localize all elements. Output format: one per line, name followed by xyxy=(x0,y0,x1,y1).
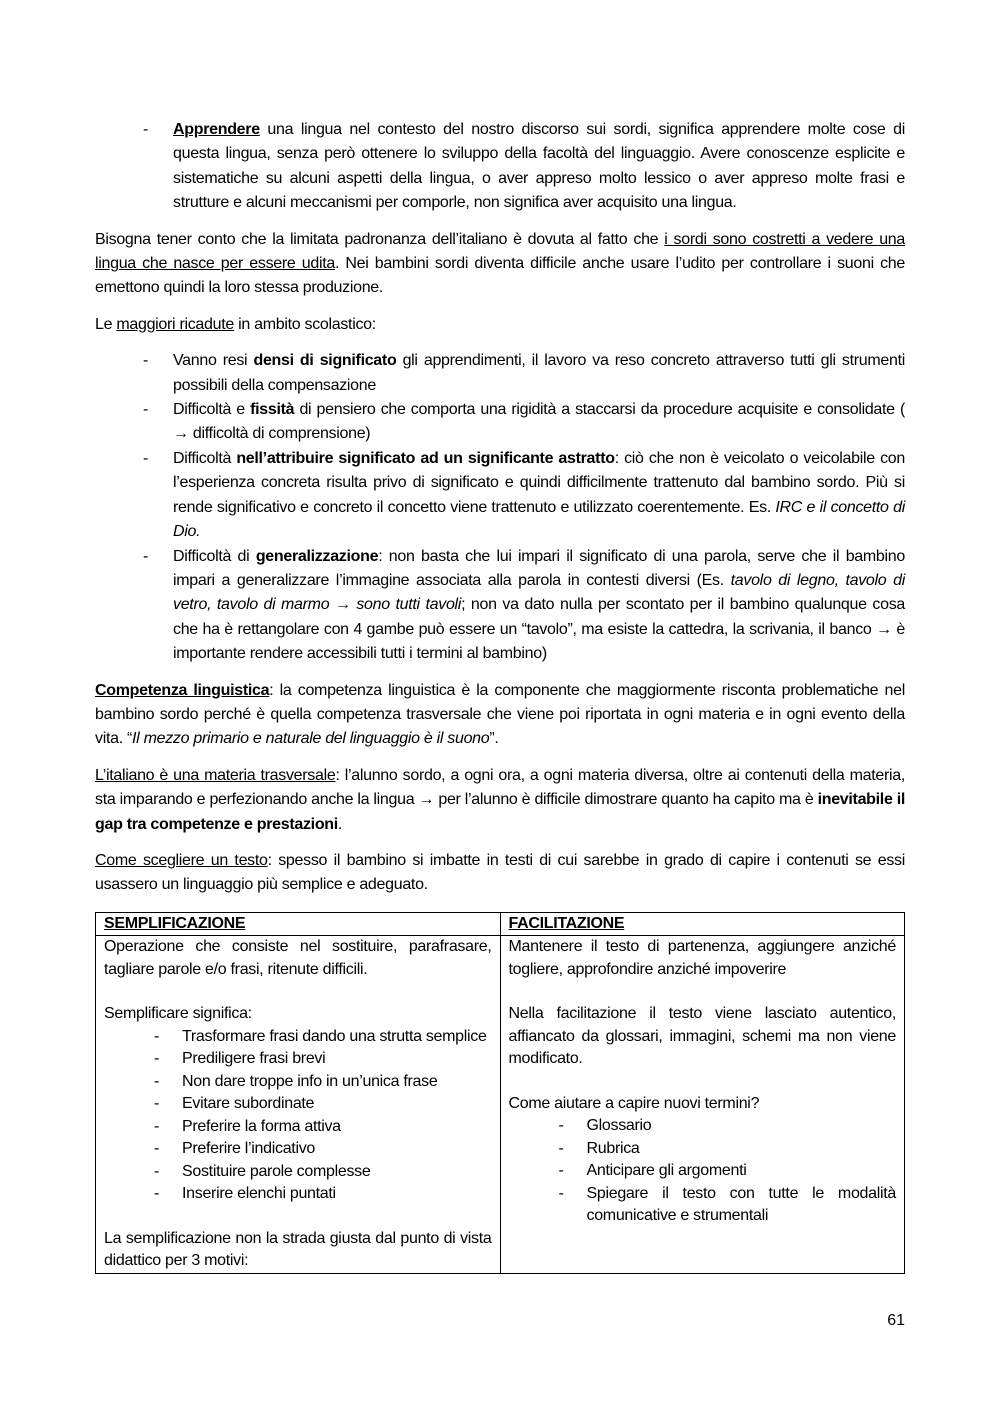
header-facilitazione: FACILITAZIONE xyxy=(500,912,905,936)
text: Le xyxy=(95,315,117,333)
italic-text: IRC e il concetto di Dio. xyxy=(173,498,905,541)
list-item: - Rubrica xyxy=(509,1138,897,1161)
text: Vanno resi xyxy=(173,352,254,370)
list-item xyxy=(95,447,905,545)
text: . xyxy=(337,815,343,833)
list-item xyxy=(95,349,905,398)
table-header-row xyxy=(96,912,905,936)
cell-text: Semplificare significa: xyxy=(104,1005,252,1023)
facilitazione-list xyxy=(509,1115,897,1228)
underlined-text: i sordi sono costretti a vedere una lingua che nasce per essere udita xyxy=(95,230,906,273)
text: : spesso il bambino si imbatte in testi di cui sarebbe in grado di capire i contenuti se essi usassero un linguaggio più semplice e adeguato. xyxy=(95,851,905,894)
text: in ambito scolastico: xyxy=(233,315,376,333)
list-item: - Preferire la forma attiva xyxy=(104,1116,492,1139)
term-apprendere: Apprendere xyxy=(173,121,260,138)
paragraph-bisogna xyxy=(95,228,905,301)
text: . Nei bambini sordi diventa difficile anche usare l’udito per controllare i suoni che emettono quindi la loro stessa produzione. xyxy=(95,255,905,297)
paragraph-competenza xyxy=(95,679,905,752)
cell-facilitazione xyxy=(500,936,905,1274)
page-content xyxy=(95,118,905,1274)
text: di pensiero che comporta una rigidità a staccarsi da procedure acquisite e consolidate ( → difficoltà di comprensione) xyxy=(173,401,906,443)
paragraph-italiano xyxy=(95,764,905,837)
bold-text: fissità xyxy=(250,401,295,419)
comparison-table xyxy=(95,912,905,1274)
underlined-text: L’italiano è una materia trasversale xyxy=(95,766,336,784)
list-item: - Sostituire parole complesse xyxy=(104,1161,492,1184)
bold-text: inevitabile il gap tra competenze e prestazioni xyxy=(95,791,906,833)
list-item: - Trasformare frasi dando una strutta semplice xyxy=(104,1026,492,1049)
table-row xyxy=(96,936,905,1274)
list-item: - Spiegare il testo con tutte le modalità comunicative e strumentali xyxy=(509,1183,897,1228)
cell-text: Operazione che consiste nel sostituire, parafrasare, tagliare parole e/o frasi, ritenute difficili. xyxy=(104,938,492,978)
text: Bisogna tener conto che la limitata padronanza dell’italiano è dovuta al fatto che xyxy=(95,230,665,248)
list-item: - Prediligere frasi brevi xyxy=(104,1048,492,1071)
list-item: - Evitare subordinate xyxy=(104,1093,492,1116)
text: gli apprendimenti, il lavoro va reso concreto attraverso tutti gli strumenti possibili della compensazione xyxy=(173,352,905,394)
text: ”. xyxy=(489,730,499,748)
apprendere-list xyxy=(95,118,905,216)
ricadute-list xyxy=(95,349,905,666)
quote-text: Il mezzo primario e naturale del linguaggio è il suono xyxy=(132,730,490,748)
italic-text: tavolo di legno, tavolo di vetro, tavolo di marmo → sono tutti tavoli xyxy=(173,571,905,614)
bold-text: densi di significato xyxy=(253,352,397,370)
cell-semplificazione xyxy=(96,936,501,1274)
list-item: - Non dare troppe info in un’unica frase xyxy=(104,1071,492,1094)
list-item xyxy=(95,118,905,216)
paragraph-ricadute xyxy=(95,313,905,337)
text: : ciò che non è veicolato o veicolabile con l’esperienza concreta risulta privo di significato e quindi difficilmente trattenuto dal bambino sordo. Più si rende significativo e concreto il concetto viene trattenuto e utilizzato coerentemente. Es. xyxy=(173,449,905,516)
cell-text: Come aiutare a capire nuovi termini? xyxy=(508,1094,760,1112)
cell-text: Mantenere il testo di partenenza, aggiungere anziché togliere, approfondire anziché impoverire xyxy=(508,938,896,978)
cell-text: La semplificazione non la strada giusta dal punto di vista didattico per 3 motivi: xyxy=(104,1229,492,1270)
text: una lingua nel contesto del nostro discorso sui sordi, significa apprendere molte cose di questa lingua, senza però ottenere lo sviluppo della facoltà del linguaggio. Avere conoscenze esplicite e sistematiche su alcuni aspetti della lingua, o aver appreso molto lessico o aver appreso molte frasi e strutture e alcuni meccanismi per comporle, non significa aver acquisito una lingua. xyxy=(173,121,905,212)
list-item: - Inserire elenchi puntati xyxy=(104,1183,492,1206)
list-item xyxy=(95,398,905,447)
text: Difficoltà xyxy=(173,449,237,467)
term-competenza: Competenza linguistica xyxy=(95,681,270,699)
bold-text: generalizzazione xyxy=(255,547,379,565)
bold-text: nell’attribuire significato ad un significante astratto xyxy=(236,449,615,467)
list-item: - Preferire l’indicativo xyxy=(104,1138,492,1161)
cell-text: Nella facilitazione il testo viene lasciato autentico, affiancato da glossari, immagini, schemi ma non viene modificato. xyxy=(508,1005,896,1068)
semplificazione-list xyxy=(104,1026,492,1206)
text: : l’alunno sordo, a ogni ora, a ogni materia diversa, oltre ai contenuti della materia, sta imparando e perfezionando anche la lingua → per l’alunno è difficile dimostrare quanto ha capito ma è xyxy=(95,766,905,809)
text: Difficoltà e xyxy=(173,401,251,419)
underlined-text: Come scegliere un testo xyxy=(95,851,268,869)
text: : la competenza linguistica è la componente che maggiormente risconta problematiche nel bambino sordo perché è quella competenza trasversale che viene poi riportata in ogni materia e in ogni evento della vita. “ xyxy=(95,681,905,748)
list-item: - Anticipare gli argomenti xyxy=(509,1160,897,1183)
list-item xyxy=(95,545,905,667)
text: Difficoltà di xyxy=(173,547,256,565)
text: ; non va dato nulla per scontato per il bambino qualunque cosa che ha è rettangolare con 4 gambe può essere un “tavolo”, ma esiste la cattedra, la scrivania, il banco → è importante rendere accessibili tutti i termini al bambino) xyxy=(173,596,905,663)
header-semplificazione: SEMPLIFICAZIONE xyxy=(96,912,501,936)
page-number: 61 xyxy=(887,1312,905,1329)
text: : non basta che lui impari il significato di una parola, serve che il bambino impari a generalizzare l’immagine associata alla parola in contesti diversi (Es. xyxy=(173,547,905,589)
underlined-text: maggiori ricadute xyxy=(116,315,234,333)
paragraph-testo xyxy=(95,849,905,898)
list-item: - Glossario xyxy=(509,1115,897,1138)
